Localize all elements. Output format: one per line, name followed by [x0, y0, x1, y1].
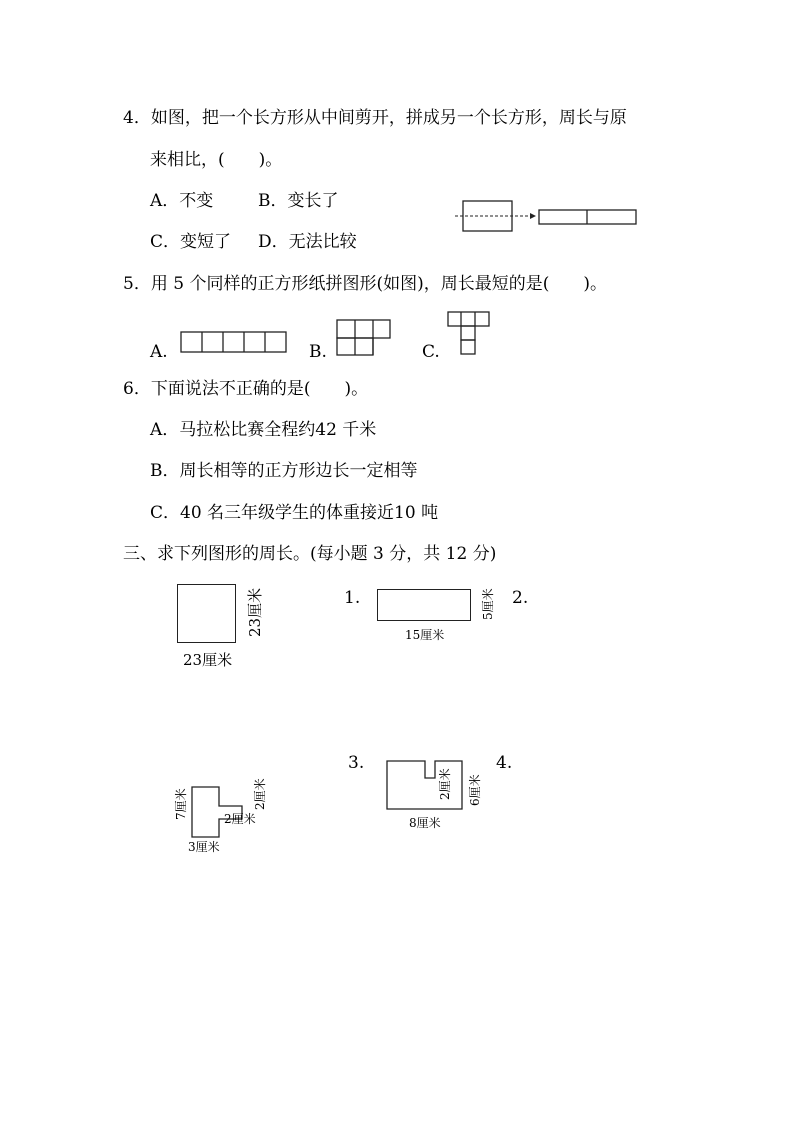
q4-option-d: D．无法比较	[258, 232, 357, 252]
q6-option-a: A．马拉松比赛全程约42 千米	[150, 420, 377, 440]
fig4-number: 3.	[348, 753, 365, 773]
fig2-number: 1.	[344, 588, 361, 608]
fig1-square	[177, 584, 236, 643]
q4-option-b: B．变长了	[258, 191, 339, 211]
q4-line2: 来相比，( )。	[150, 150, 283, 170]
q5-figure-b	[336, 319, 394, 357]
fig1-side-label: 23厘米	[246, 587, 264, 637]
q4-line1: 4．如图，把一个长方形从中间剪开，拼成另一个长方形，周长与原	[123, 108, 627, 128]
fig3-height-label: 7厘米	[174, 788, 188, 820]
q4-rectangle-figure	[455, 198, 645, 238]
fig4-bottom-label: 8厘米	[409, 816, 441, 830]
fig4-notched-rectangle	[385, 760, 465, 812]
fig2-rectangle	[377, 589, 471, 621]
q5-label-c: C.	[422, 342, 440, 362]
q5-figure-c	[447, 311, 491, 357]
section3-heading: 三、求下列图形的周长。(每小题 3 分，共 12 分)	[123, 544, 497, 564]
q5-label-a: A.	[150, 342, 168, 362]
fig2-width-label: 15厘米	[405, 628, 445, 642]
fig3-notch-height-label: 2厘米	[253, 778, 267, 810]
q4-option-c: C．变短了	[150, 232, 232, 252]
q5-line: 5．用 5 个同样的正方形纸拼图形(如图)，周长最短的是( )。	[123, 274, 607, 294]
fig4-height-label: 6厘米	[468, 774, 482, 806]
fig3-notch-width-label: 2厘米	[224, 812, 256, 826]
q4-option-a: A．不变	[150, 191, 214, 211]
q6-option-c: C．40 名三年级学生的体重接近10 吨	[150, 503, 439, 523]
q5-figure-a	[180, 331, 288, 355]
q5-label-b: B.	[309, 342, 327, 362]
fig1-bottom-label: 23厘米	[183, 651, 233, 669]
fig2-trailing-number: 2.	[512, 588, 529, 608]
fig4-notch-label: 2厘米	[438, 768, 452, 800]
q6-line: 6．下面说法不正确的是( )。	[123, 379, 369, 399]
fig2-height-label: 5厘米	[481, 588, 495, 620]
fig3-bottom-label: 3厘米	[188, 840, 220, 854]
fig4-trailing-number: 4.	[496, 753, 513, 773]
q6-option-b: B．周长相等的正方形边长一定相等	[150, 461, 418, 481]
